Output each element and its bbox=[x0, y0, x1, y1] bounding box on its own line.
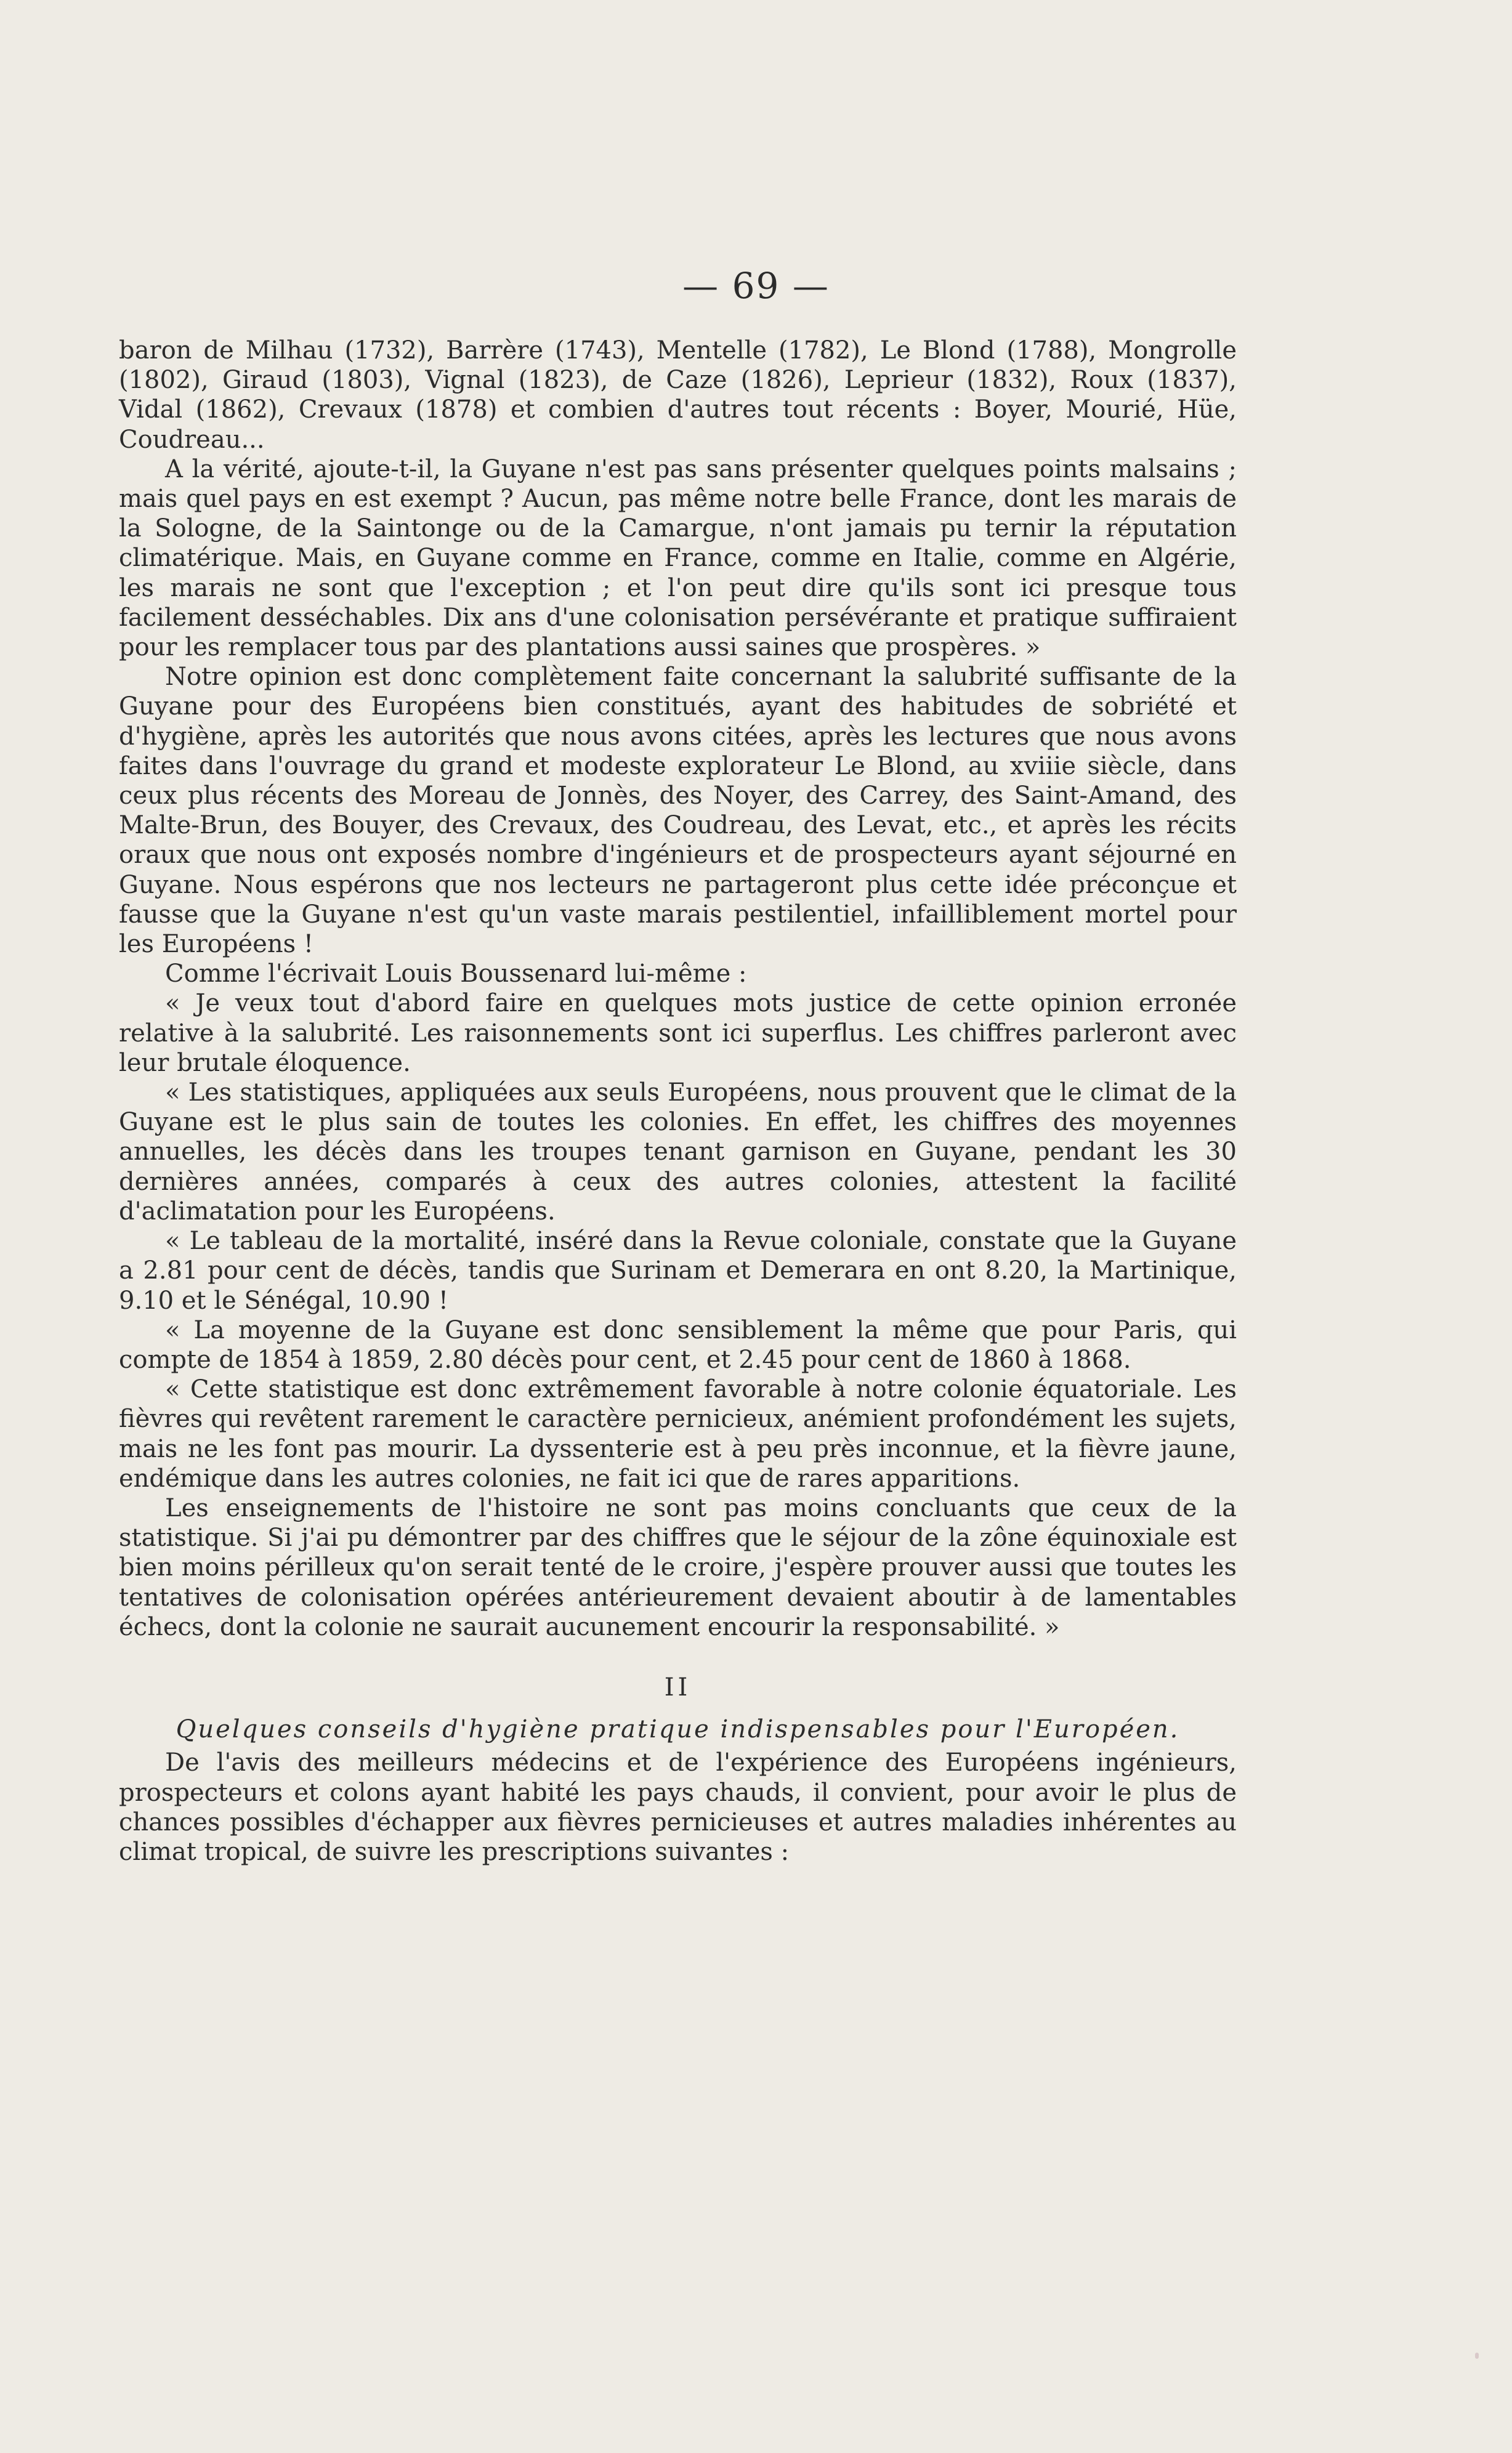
paragraph-quote-salubrite: « Je veux tout d'abord faire en quelques mots justice de cette opinion erronée relative à la salubrité. Les raisonnements sont ici superflus. Les chiffres parleront avec leur brutale éloquence. bbox=[119, 989, 1237, 1077]
paragraph-explorers-list: baron de Milhau (1732), Barrère (1743), Mentelle (1782), Le Blond (1788), Mongrolle (1802), Giraud (1803), Vignal (1823), de Caze (1826), Leprieur (1832), Roux (1837), Vidal (1862), Crevaux (1878) et combien d'autres tout récents : Boyer, Mourié, Hüe, Coudreau... bbox=[119, 336, 1237, 454]
paragraph-verite: A la vérité, ajoute-t-il, la Guyane n'est pas sans présenter quelques points malsains ; mais quel pays en est exempt ? Aucun, pas même notre belle France, dont les marais de la Sologne, de la Saintonge ou de la Camargue, n'ont jamais pu ternir la réputation climatérique. Mais, en Guyane comme en France, comme en Italie, comme en Algérie, les marais ne sont que l'exception ; et l'on peut dire qu'ils sont ici presque tous facilement desséchables. Dix ans d'une colonisation persévérante et pratique suffiraient pour les remplacer tous par des plantations aussi saines que prospères. » bbox=[119, 455, 1237, 662]
paper-speck bbox=[1475, 2353, 1479, 2359]
paragraph-quote-mortalite: « Le tableau de la mortalité, inséré dans la Revue coloniale, constate que la Guyane a 2.81 pour cent de décès, tandis que Surinam et Demerara en ont 8.20, la Martinique, 9.10 et le Sénégal, 10.90 ! bbox=[119, 1227, 1237, 1315]
paragraph-quote-favorable: « Cette statistique est donc extrêmement favorable à notre colonie équatoriale. Les fièvres qui revêtent rarement le caractère pernicieux, anémient profondément les sujets, mais ne les font pas mourir. La dyssenterie est à peu près inconnue, et la fièvre jaune, endémique dans les autres colonies, ne fait ici que de rares apparitions. bbox=[119, 1375, 1237, 1493]
paragraph-quote-histoire: Les enseignements de l'histoire ne sont pas moins concluants que ceux de la statistique. Si j'ai pu démontrer par des chiffres que le séjour de la zône équinoxiale est bien moins périlleux qu'on serait tenté de le croire, j'espère prouver aussi que toutes les tentatives de colonisation opérées antérieurement devaient aboutir à de lamentables échecs, dont la colonie ne saurait aucunement encourir la responsabilité. » bbox=[119, 1493, 1237, 1641]
section-title: Quelques conseils d'hygiène pratique indispensables pour l'Européen. bbox=[176, 1715, 1180, 1744]
paragraph-quote-moyenne: « La moyenne de la Guyane est donc sensiblement la même que pour Paris, qui compte de 1854 à 1859, 2.80 décès pour cent, et 2.45 pour cent de 1860 à 1868. bbox=[119, 1315, 1237, 1374]
body-text bbox=[119, 336, 1237, 1867]
paragraph-conseils: De l'avis des meilleurs médecins et de l'expérience des Européens ingénieurs, prospecteurs et colons ayant habité les pays chauds, il convient, pour avoir le plus de chances possibles d'échapper aux fièvres pernicieuses et autres maladies inhérentes au climat tropical, de suivre les prescriptions suivantes : bbox=[119, 1748, 1237, 1866]
page-number: — 69 — bbox=[682, 265, 830, 307]
section-numeral: II bbox=[664, 1673, 692, 1702]
paragraph-boussenard-intro: Comme l'écrivait Louis Boussenard lui-même : bbox=[165, 960, 747, 988]
paragraph-notre-opinion: Notre opinion est donc complètement faite concernant la salubrité suffisante de la Guyane pour des Européens bien constitués, ayant des habitudes de sobriété et d'hygiène, après les autorités que nous avons citées, après les lectures que nous avons faites dans l'ouvrage du grand et modeste explorateur Le Blond, au xviiie siècle, dans ceux plus récents des Moreau de Jonnès, des Noyer, des Carrey, des Saint-Amand, des Malte-Brun, des Bouyer, des Crevaux, des Coudreau, des Levat, etc., et après les récits oraux que nous ont exposés nombre d'ingénieurs et de prospecteurs ayant séjourné en Guyane. Nous espérons que nos lecteurs ne partageront plus cette idée préconçue et fausse que la Guyane n'est qu'un vaste marais pestilentiel, infailliblement mortel pour les Européens ! bbox=[119, 663, 1237, 959]
paragraph-quote-statistiques: « Les statistiques, appliquées aux seuls Européens, nous prouvent que le climat de la Guyane est le plus sain de toutes les colonies. En effet, les chiffres des moyennes annuelles, les décès dans les troupes tenant garnison en Guyane, pendant les 30 dernières années, comparés à ceux des autres colonies, attestent la facilité d'aclimatation pour les Européens. bbox=[119, 1078, 1237, 1226]
